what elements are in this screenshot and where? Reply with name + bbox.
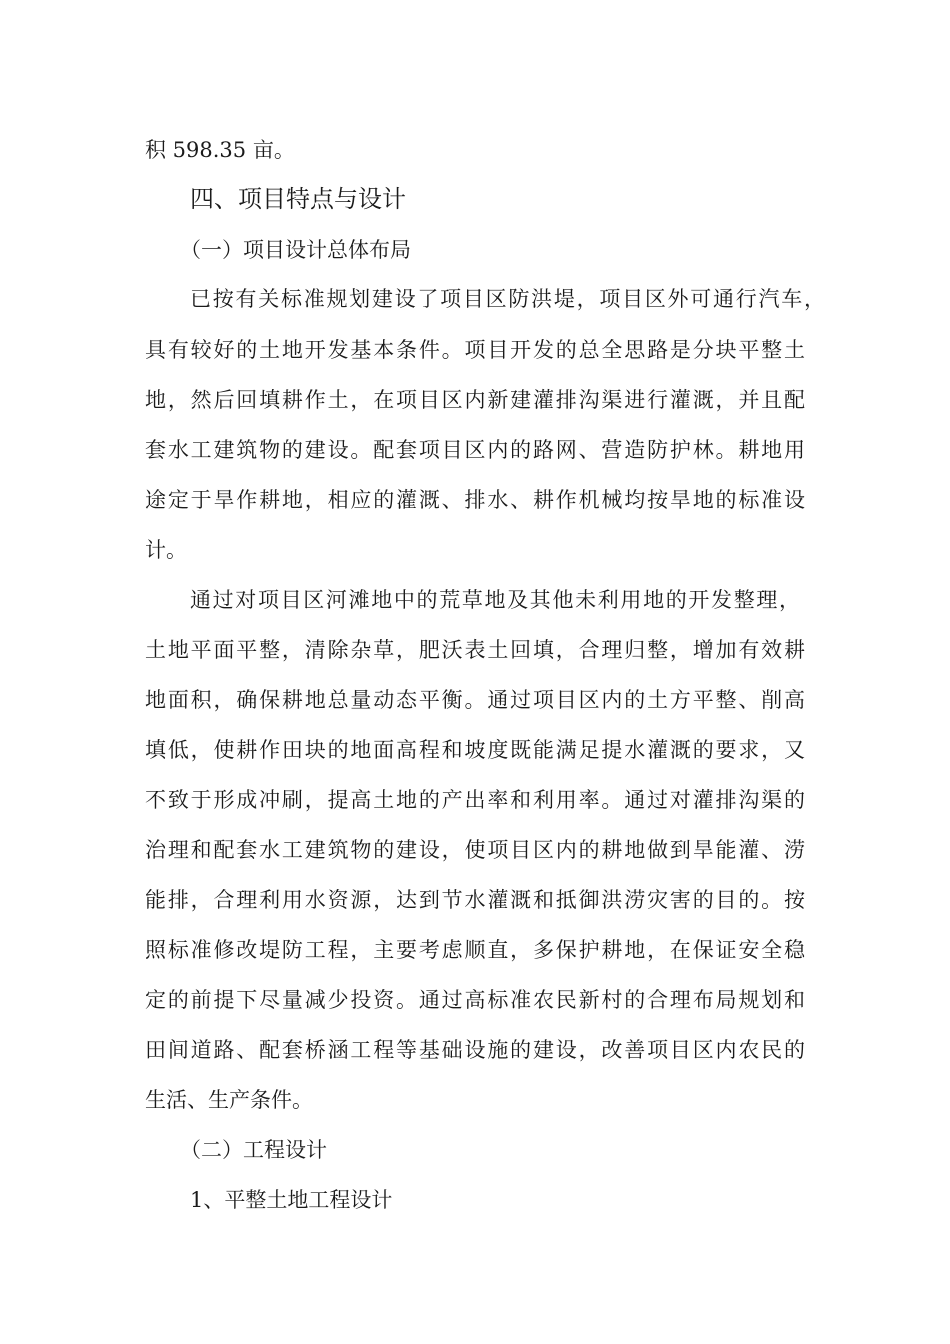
paragraph-line: 途定于旱作耕地，相应的灌溉、排水、耕作机械均按旱地的标准设 — [145, 488, 805, 512]
paragraph-line: 能排，合理利用水资源，达到节水灌溉和抵御洪涝灾害的目的。按 — [145, 888, 805, 912]
paragraph-line: 已按有关标准规划建设了项目区防洪堤，项目区外可通行汽车， — [190, 287, 825, 311]
paragraph-line: 具有较好的土地开发基本条件。项目开发的总全思路是分块平整土 — [145, 338, 805, 362]
paragraph-line: 照标准修改堤防工程，主要考虑顺直，多保护耕地，在保证安全稳 — [145, 938, 805, 962]
paragraph-line: 生活、生产条件。 — [145, 1088, 313, 1112]
subsection-heading: （二）工程设计 — [180, 1138, 327, 1162]
paragraph-line: 地面积，确保耕地总量动态平衡。通过项目区内的土方平整、削高 — [145, 688, 805, 712]
paragraph-line: 计。 — [145, 538, 187, 562]
subsection-heading: （一）项目设计总体布局 — [180, 238, 411, 262]
paragraph-line: 土地平面平整，清除杂草，肥沃表土回填，合理归整，增加有效耕 — [145, 638, 805, 662]
paragraph-line: 定的前提下尽量减少投资。通过高标准农民新村的合理布局规划和 — [145, 988, 805, 1012]
paragraph-line: 填低，使耕作田块的地面高程和坡度既能满足提水灌溉的要求，又 — [145, 738, 805, 762]
paragraph-line: 田间道路、配套桥涵工程等基础设施的建设，改善项目区内农民的 — [145, 1038, 805, 1062]
paragraph-line: 套水工建筑物的建设。配套项目区内的路网、营造防护林。耕地用 — [145, 438, 805, 462]
subsubsection-heading: 1、平整土地工程设计 — [190, 1188, 393, 1212]
paragraph-line: 治理和配套水工建筑物的建设，使项目区内的耕地做到旱能灌、涝 — [145, 838, 805, 862]
paragraph-line: 不致于形成冲刷，提高土地的产出率和利用率。通过对灌排沟渠的 — [145, 788, 805, 812]
paragraph-line: 地，然后回填耕作土，在项目区内新建灌排沟渠进行灌溉，并且配 — [145, 388, 805, 412]
paragraph-line: 通过对项目区河滩地中的荒草地及其他未利用地的开发整理， — [190, 588, 800, 612]
paragraph-continuation: 积 598.35 亩。 — [145, 138, 295, 162]
section-heading: 四、项目特点与设计 — [190, 185, 406, 213]
